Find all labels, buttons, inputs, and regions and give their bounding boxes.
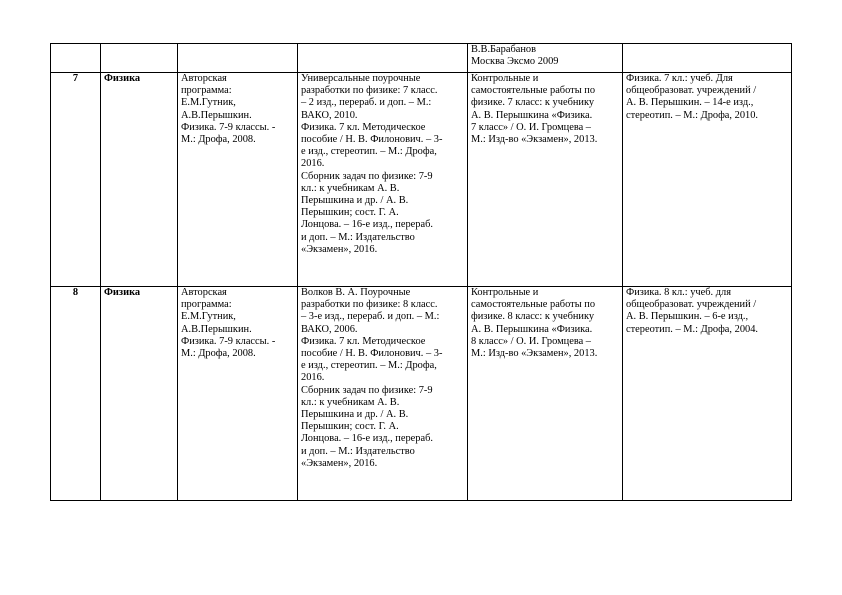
row-program: Авторская программа: Е.М.Гутник, А.В.Перышкин. Физика. 7-9 классы. - М.: Дрофа, 2008. bbox=[178, 287, 298, 501]
table-cell-program bbox=[178, 44, 298, 73]
table-cell-methodical bbox=[298, 44, 468, 73]
table-row bbox=[51, 287, 792, 501]
row-textbook: Физика. 7 кл.: учеб. Для общеобразоват. учреждений / А. В. Перышкин. – 14-е изд., стереотип. – М.: Дрофа, 2010. bbox=[623, 73, 792, 287]
table-row-continuation bbox=[51, 44, 792, 73]
row-number: 7 bbox=[51, 73, 101, 287]
table-cell-subject bbox=[101, 44, 178, 73]
row-number: 8 bbox=[51, 287, 101, 501]
curriculum-table bbox=[50, 43, 792, 501]
row-methodical: Волков В. А. Поурочные разработки по физике: 8 класс. – 3-е изд., перераб. и доп. – М.: ВАКО, 2006. Физика. 7 кл. Методическое пособие / Н. В. Филонович. – 3- е изд., стереотип. – М.: Дрофа, 2016. Сборник задач по физике: 7-9 кл.: к учебникам А. В. Перышкина и др. / А. В. Перышкин; сост. Г. А. Лонцова. – 16-е изд., перераб. и доп. – М.: Издательство «Экзамен», 2016. bbox=[298, 287, 468, 501]
row-program: Авторская программа: Е.М.Гутник, А.В.Перышкин. Физика. 7-9 классы. - М.: Дрофа, 2008. bbox=[178, 73, 298, 287]
row-control: Контрольные и самостоятельные работы по физике. 7 класс: к учебнику А. В. Перышкина «Физика. 7 класс» / О. И. Громцева – М.: Изд-во «Экзамен», 2013. bbox=[468, 73, 623, 287]
row-subject: Физика bbox=[101, 73, 178, 287]
row-subject: Физика bbox=[101, 287, 178, 501]
row-textbook: Физика. 8 кл.: учеб. для общеобразоват. учреждений / А. В. Перышкин. – 6-е изд., стереотип. – М.: Дрофа, 2004. bbox=[623, 287, 792, 501]
row-methodical: Универсальные поурочные разработки по физике: 7 класс. – 2 изд., перераб. и доп. – М.: ВАКО, 2010. Физика. 7 кл. Методическое пособие / Н. В. Филонович. – 3- е изд., стереотип. – М.: Дрофа, 2016. Сборник задач по физике: 7-9 кл.: к учебникам А. В. Перышкина и др. / А. В. Перышкин; сост. Г. А. Лонцова. – 16-е изд., перераб. и доп. – М.: Издательство «Экзамен», 2016. bbox=[298, 73, 468, 287]
table-row bbox=[51, 73, 792, 287]
table-cell-textbook bbox=[623, 44, 792, 73]
table-cell-control: В.В.Барабанов Москва Эксмо 2009 bbox=[468, 44, 623, 73]
row-control: Контрольные и самостоятельные работы по физике. 8 класс: к учебнику А. В. Перышкина «Физика. 8 класс» / О. И. Громцева – М.: Изд-во «Экзамен», 2013. bbox=[468, 287, 623, 501]
table-cell-number bbox=[51, 44, 101, 73]
